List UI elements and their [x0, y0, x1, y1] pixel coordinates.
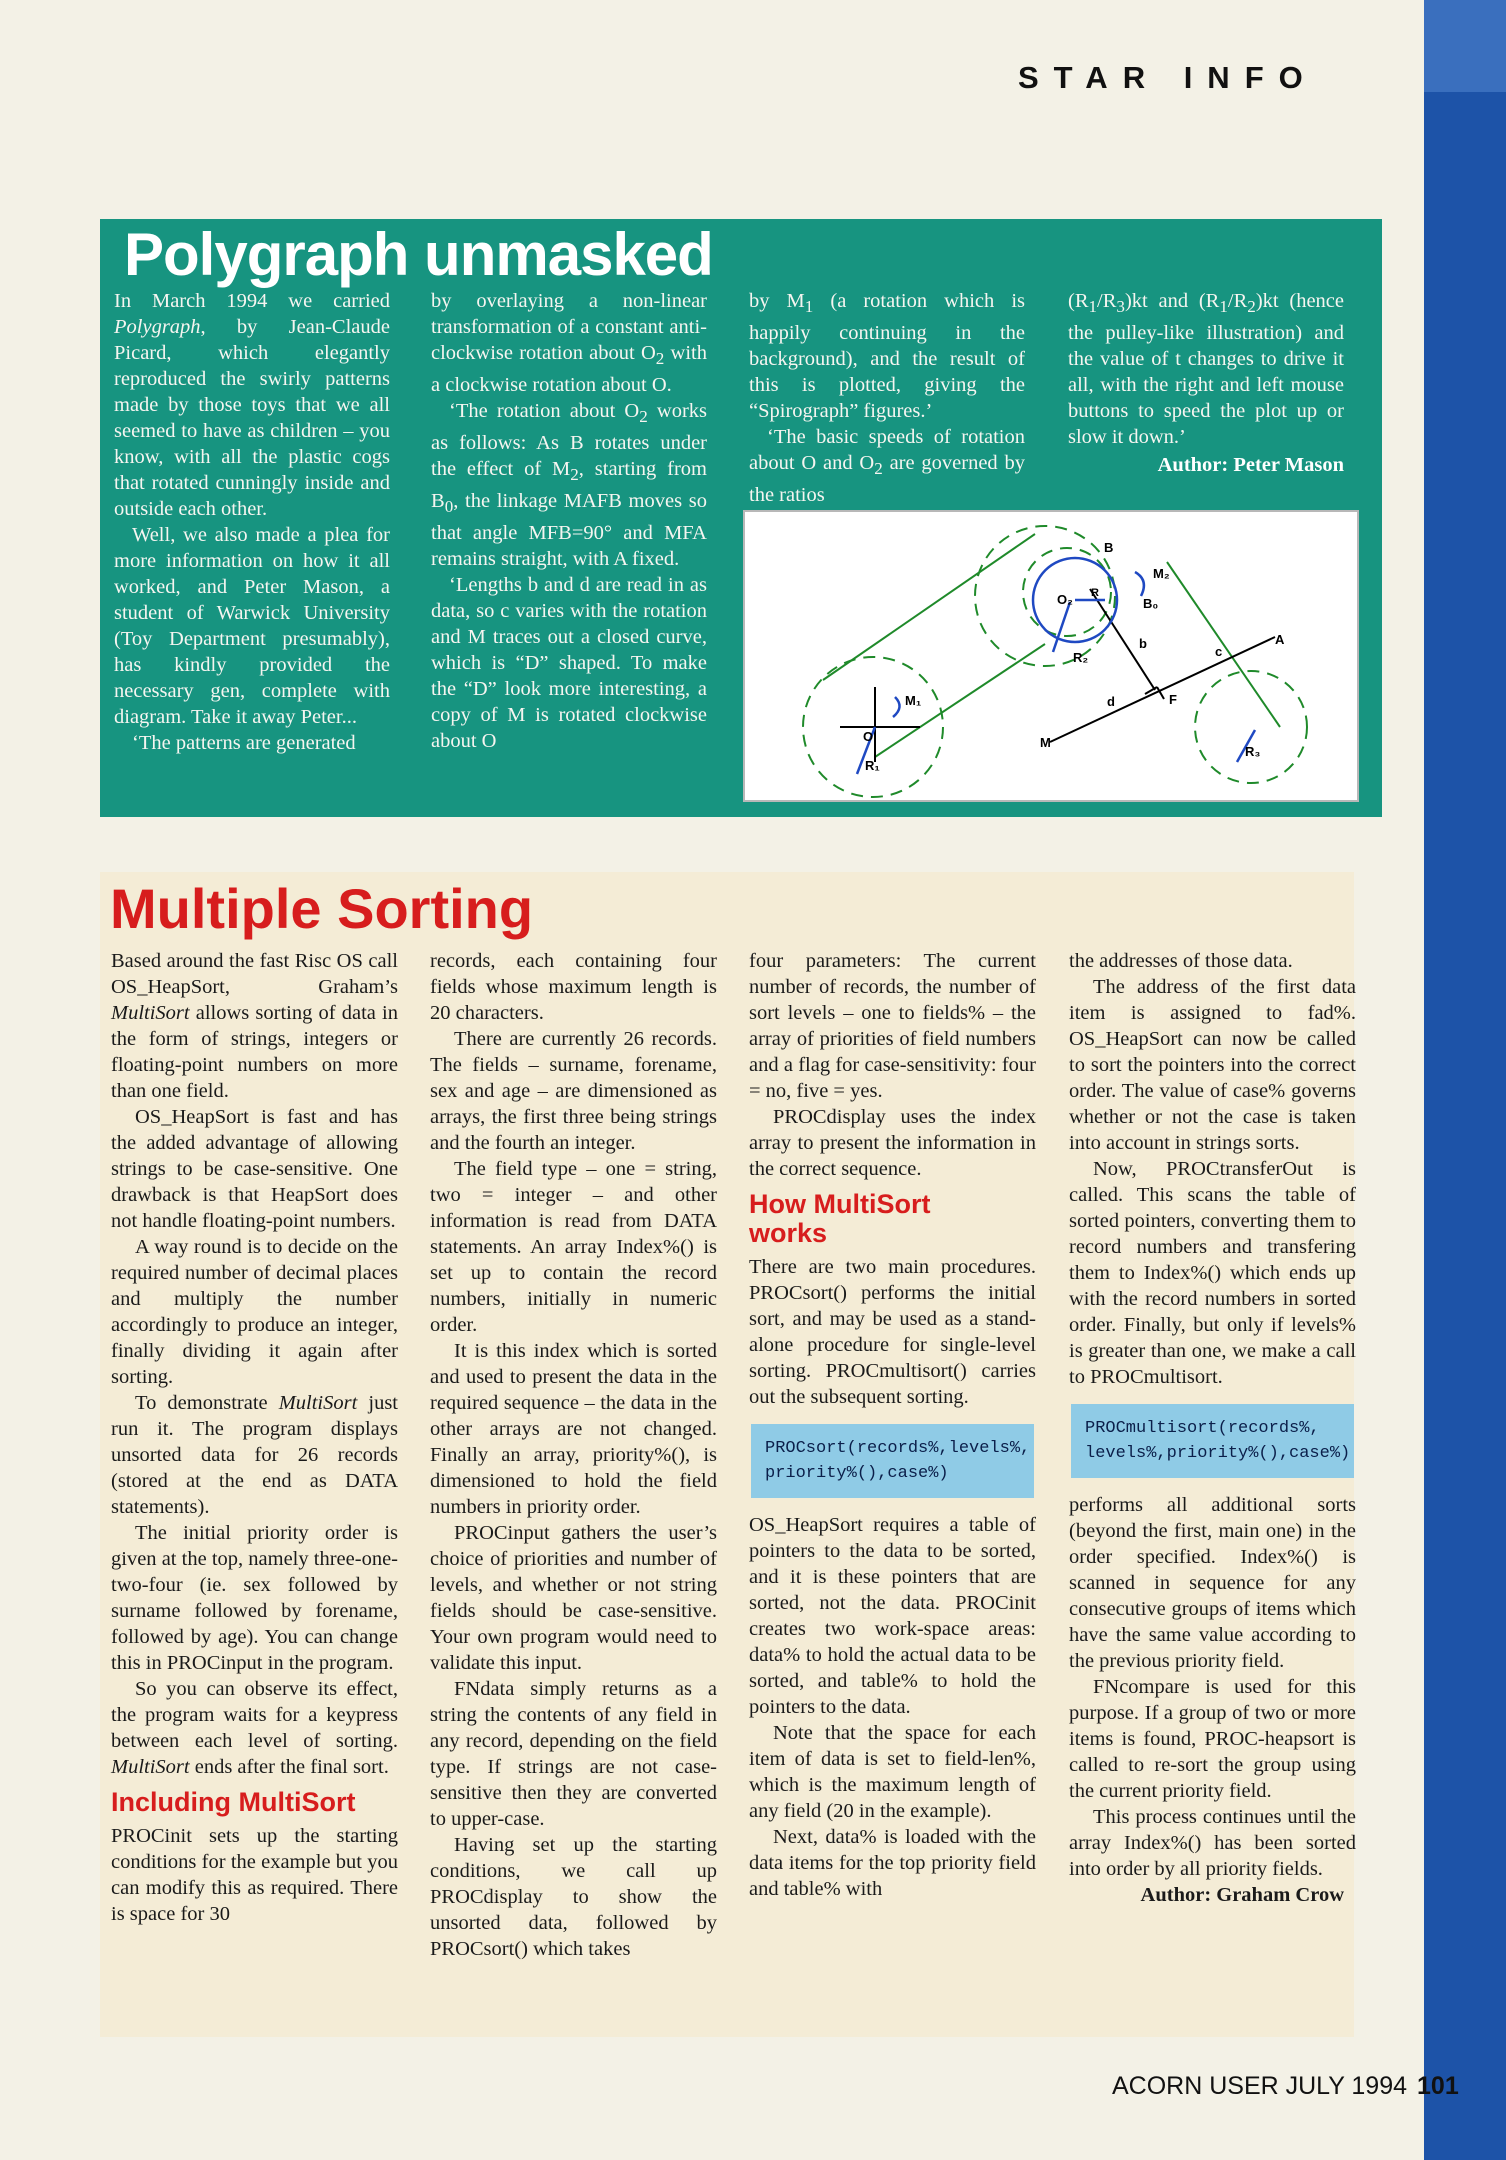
sorting-column-2 — [430, 948, 717, 1962]
paragraph: the addresses of those data. — [1069, 950, 1293, 972]
code-procmultisort: PROCmultisort(records%, levels%,priority%(),case%) — [1071, 1404, 1354, 1478]
paragraph: The address of the first data item is assigned to fad%. OS_HeapSort can now be called to sort the pointers into the correct order. The value of case% governs whether or not the case is taken into account in strings sorts. — [1069, 976, 1356, 1154]
paragraph: ‘The patterns are generated — [132, 732, 356, 754]
arrow-m2 — [1135, 572, 1144, 596]
paragraph: ‘The rotation about $O_2$ works as follows: As B rotates under the effect of $M_2$, starting from $B_0$, the linkage MAFB moves so that angle MFB=90° and MFA remains straight, with A fixed. — [431, 400, 708, 571]
paragraph: There are two main procedures. PROCsort() performs the initial sort, and may be used as a stand-alone procedure for single-level sorting. PROCmultisort() carries out the subsequent sorting. — [749, 1256, 1036, 1408]
label-c: c — [1215, 644, 1223, 659]
sorting-column-1 — [111, 948, 398, 1927]
sorting-column-4 — [1069, 948, 1356, 1908]
linkage-diagram-svg — [745, 512, 1357, 800]
label-r: R — [1091, 587, 1099, 599]
paragraph: There are currently 26 records. The fields – surname, forename, sex and age – are dimensioned as arrays, the first three being strings and the fourth an integer. — [430, 1028, 717, 1154]
paragraph: Note that the space for each item of data is set to field-len%, which is the maximum length of any field (20 in the example). — [749, 1722, 1036, 1822]
sorting-author: Author: Graham Crow — [1140, 1884, 1344, 1906]
belt-line-bottom — [875, 644, 1045, 757]
belt-line-top — [823, 534, 1035, 680]
polygraph-column-2 — [431, 288, 707, 754]
circle-r3-outer — [1195, 671, 1307, 783]
paragraph: four parameters: The current number of records, the number of sort levels – one to fields% – the array of priorities of field numbers and a flag for case-sensitivity: four = no, five = yes. — [749, 950, 1036, 1102]
paragraph: Now, PROCtransferOut is called. This scans the table of sorted pointers, converting them to record numbers and transfering them to Index%() which ends up with the record numbers in sorted order. Finally, but only if levels% is greater than one, we make a call to PROCmultisort. — [1069, 1158, 1356, 1388]
paragraph: PROCinput gathers the user’s choice of priorities and number of levels, and whether or not string fields should be case-sensitive. Your own program would need to validate this input. — [430, 1522, 717, 1674]
paragraph: It is this index which is sorted and used to present the data in the required sequence – the data in the other arrays are not changed. Finally an array, priority%(), is dimensioned to hold the field numbers in priority order. — [430, 1340, 717, 1518]
paragraph: PROCinit sets up the starting conditions for the example but you can modify this as required. There is space for 30 — [111, 1825, 398, 1925]
subheading: How MultiSort works — [749, 1189, 931, 1248]
label-r2: R₂ — [1073, 650, 1089, 665]
label-b: B — [1104, 540, 1114, 555]
sorting-column-3-text-a — [749, 948, 1036, 1410]
sorting-column-4-text-a — [1069, 948, 1356, 1390]
paragraph: OS_HeapSort is fast and has the added advantage of allowing strings to be case-sensitive. One drawback is that HeapSort does not handle floating-point numbers. — [111, 1106, 398, 1232]
polygraph-title: Polygraph unmasked — [124, 221, 713, 288]
paragraph: Having set up the starting conditions, we call up PROCdisplay to show the unsorted data, followed by PROCsort() which takes — [430, 1834, 717, 1960]
sorting-column-3-text-b — [749, 1512, 1036, 1902]
code-procsort: PROCsort(records%,levels%, priority%(),case%) — [751, 1424, 1034, 1498]
paragraph: Well, we also made a plea for more information on how it all worked, and Peter Mason, a student of Warwick University (Toy Department presumably), has kindly provided the necessary gen, complete with diagram. Take it away Peter... — [114, 524, 390, 728]
label-r3: R₃ — [1245, 744, 1261, 759]
polygraph-author: Author: Peter Mason — [1157, 454, 1344, 477]
sorting-title: Multiple Sorting — [110, 877, 534, 940]
polygraph-column-4 — [1068, 288, 1344, 478]
polygraph-column-4-text — [1068, 288, 1344, 450]
polygraph-column-1 — [114, 288, 390, 756]
label-d: d — [1107, 694, 1115, 709]
paragraph: ‘The basic speeds of rotation about O and $O_2$ are governed by the ratios — [749, 426, 1025, 507]
label-f: F — [1169, 692, 1177, 707]
label-m2: M₂ — [1153, 566, 1170, 581]
label-o: O — [863, 729, 874, 744]
paragraph: The initial priority order is given at the top, namely three-one-two-four (ie. sex followed by surname followed by forename, followed by age). You can change this in PROCinput in the program. — [111, 1522, 398, 1674]
belt-line-right — [1167, 562, 1280, 727]
paragraph: This process continues until the array Index%() has been sorted into order by all priority fields. — [1069, 1806, 1356, 1880]
label-b-len: b — [1139, 636, 1147, 651]
paragraph: A way round is to decide on the required number of decimal places and multiply the number accordingly to produce an integer, finally dividing it again after sorting. — [111, 1236, 398, 1388]
label-o2: O₂ — [1057, 592, 1073, 607]
paragraph: by overlaying a non-linear transformation of a constant anti-clockwise rotation about $O_2$ with a clockwise rotation about O. — [431, 290, 707, 397]
label-a: A — [1275, 632, 1285, 647]
sorting-column-4-text-b — [1069, 1492, 1356, 1882]
page-edge-bar — [1424, 0, 1506, 2160]
label-r1: R₁ — [865, 758, 880, 773]
paragraph: To demonstrate MultiSort just run it. The program displays unsorted data for 26 records (stored at the end as DATA statements). — [111, 1392, 398, 1518]
page-footer — [1112, 2072, 1459, 2101]
paragraph: performs all additional sorts (beyond the first, main one) in the order specified. Index%() is scanned in sequence for any consecutive groups of items which have the same value according to the previous priority field. — [1069, 1494, 1356, 1672]
label-m1: M₁ — [905, 693, 922, 708]
polygraph-column-3 — [749, 288, 1025, 508]
paragraph: Next, data% is loaded with the data items for the top priority field and table% with — [749, 1826, 1036, 1900]
paragraph: Based around the fast Risc OS call OS_HeapSort, Graham’s MultiSort allows sorting of data in the form of strings, integers or floating-point numbers on more than one field. — [111, 950, 398, 1102]
magazine-issue: ACORN USER JULY 1994 — [1112, 2072, 1408, 2100]
subheading: Including MultiSort — [111, 1787, 356, 1817]
label-m: M — [1040, 735, 1051, 750]
arrow-m1 — [893, 697, 900, 717]
paragraph: So you can observe its effect, the program waits for a keypress between each level of sorting. MultiSort ends after the final sort. — [111, 1678, 398, 1778]
radius-r2 — [1053, 602, 1070, 652]
section-header: STAR INFO — [1018, 60, 1318, 95]
paragraph: $(R_1/R_3)kt$ and $(R_1/R_2)kt$ (hence the pulley-like illustration) and the value of t changes to drive it all, with the right and left mouse buttons to speed the plot up or slow it down.’ — [1068, 290, 1344, 449]
linkage-diagram — [743, 510, 1359, 802]
paragraph: FNdata simply returns as a string the contents of any field in any record, depending on the field type. If strings are not case-sensitive then they are converted to upper-case. — [430, 1678, 717, 1830]
page-edge-bar-top — [1424, 0, 1506, 92]
paragraph: OS_HeapSort requires a table of pointers to the data to be sorted, and it is these pointers that are sorted, not the data. PROCinit creates two work-space areas: data% to hold the actual data to be sorted, and table% to hold the pointers to the data. — [749, 1514, 1036, 1718]
sorting-column-3 — [749, 948, 1036, 1902]
paragraph: ‘Lengths b and d are read in as data, so c varies with the rotation and M traces out a closed curve, which is “D” shaped. To make the “D” look more interesting, a copy of M is rotated clockwise about O — [431, 574, 707, 753]
page-number: 101 — [1417, 2072, 1459, 2100]
paragraph: The field type – one = string, two = integer – and other information is read from DATA statements. An array Index%() is set up to contain the record numbers, initially in numeric order. — [430, 1158, 717, 1336]
paragraph: In March 1994 we carried Polygraph, by Jean-Claude Picard, which elegantly reproduced the swirly patterns made by those toys that we all seemed to have as children – you know, with all the plastic cogs that rotated cunningly inside and outside each other. — [114, 290, 390, 520]
paragraph: by $M_1$ (a rotation which is happily continuing in the background), and the result of this is plotted, giving the “Spirograph” figures.’ — [749, 290, 1025, 423]
paragraph: PROCdisplay uses the index array to present the information in the correct sequence. — [749, 1106, 1036, 1180]
paragraph: FNcompare is used for this purpose. If a group of two or more items is found, PROC-heapsort is called to re-sort the group using the current priority field. — [1069, 1676, 1356, 1802]
paragraph: records, each containing four fields whose maximum length is 20 characters. — [430, 950, 717, 1024]
label-b0: B₀ — [1143, 596, 1159, 611]
